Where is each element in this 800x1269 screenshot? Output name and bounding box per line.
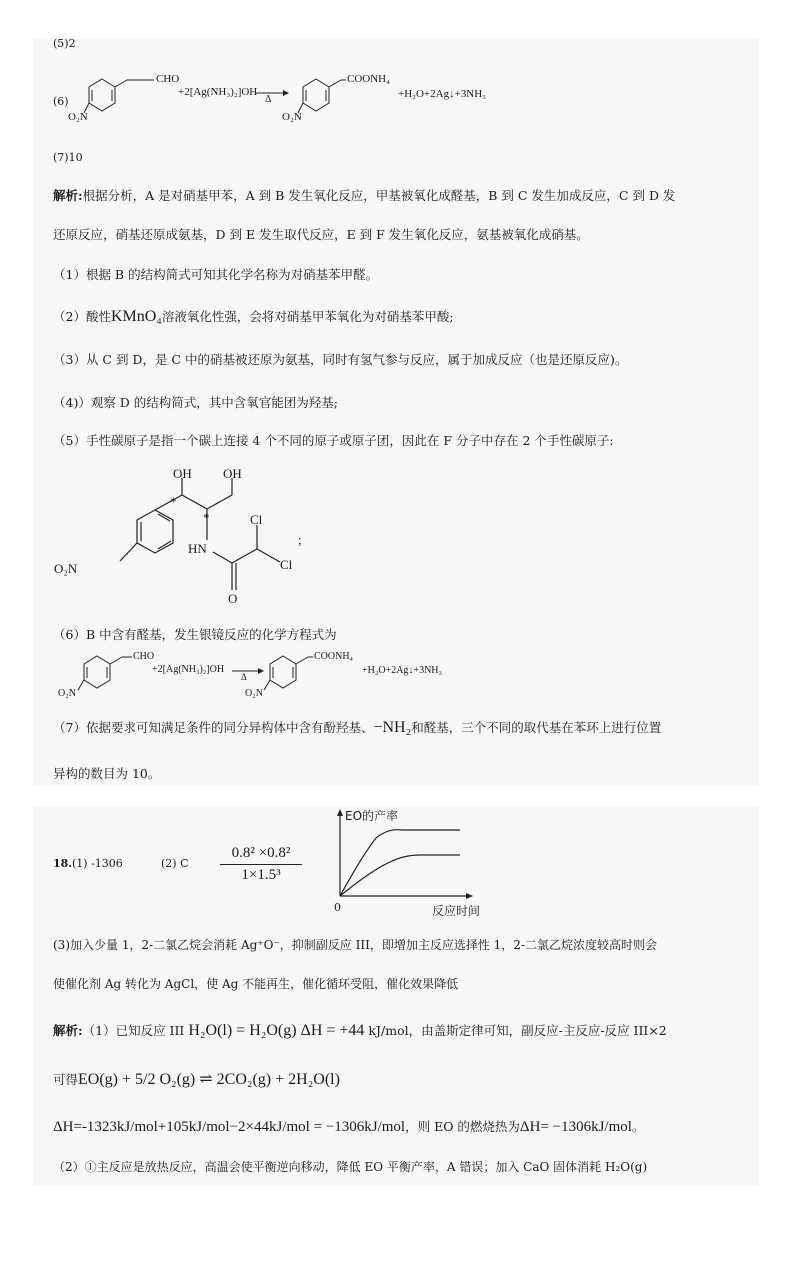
explanation-7-cont: 异构的数目为 10。 xyxy=(53,766,161,781)
answer-1: (1) -1306 xyxy=(72,857,123,870)
equation-products: +H₂O+2Ag↓+3NH₃ xyxy=(398,88,486,100)
enthalpy-calculation: ΔH=-1323kJ/mol+105kJ/mol−2×44kJ/mol = −1306kJ/mol xyxy=(53,1119,406,1135)
analysis-text: 根据分析，A 是对硝基甲苯，A 到 B 发生氧化反应，甲基被氧化成醛基，B 到 C 发生加成反应，C 到 D 发 xyxy=(82,188,676,203)
combustion-equation: EO(g) + 5/2 O₂(g) ⇌ 2CO₂(g) + 2H₂O(l) xyxy=(78,1071,340,1088)
nitro-group: O₂N xyxy=(54,561,78,576)
amide-nh: HN xyxy=(188,541,207,556)
amino-formula: −NH₂ xyxy=(373,719,412,736)
analysis-paragraph-line: 还原反应，硝基还原成氨基，D 到 E 发生取代反应，E 到 F 发生氧化反应，氨基被氧化成硝基。 xyxy=(53,227,589,242)
explanation-5: （5）手性碳原子是指一个碳上连接 4 个不同的原子或原子团，因此在 F 分子中存在 2 个手性碳原子: xyxy=(53,433,614,448)
analysis-label: 解析: xyxy=(53,1023,83,1038)
nitro-group: O₂N xyxy=(68,111,88,123)
aldehyde-group: CHO xyxy=(133,651,155,662)
chiral-marker: * xyxy=(170,494,177,509)
question-number: 18. xyxy=(53,857,73,870)
heat-condition: Δ xyxy=(265,94,272,105)
ammonium-carboxylate-group: COONH₄ xyxy=(314,651,354,662)
graph-x-label: 反应时间 xyxy=(432,904,481,918)
carbonyl-oxygen: O xyxy=(228,591,238,606)
explanation-text: 和醛基，三个不同的取代基在苯环上进行位置 xyxy=(411,720,662,735)
reaction-iii-equation: H₂O(l) = H₂O(g) ΔH = +44 xyxy=(188,1022,365,1039)
analysis-line xyxy=(53,1119,644,1135)
analysis-line xyxy=(53,1023,667,1039)
kmno4-formula: KMnO₄ xyxy=(110,308,162,325)
separator: ; xyxy=(298,532,302,547)
silver-ammonia-reagent: +2[Ag(NH₃)₂]OH xyxy=(152,664,225,675)
analysis-text: ，则 EO 的燃烧热为 xyxy=(405,1119,520,1134)
answer-7: (7)10 xyxy=(53,151,83,164)
analysis-text: 。 xyxy=(631,1119,645,1134)
answer-3-line: (3)加入少量 1，2-二氯乙烷会消耗 Ag⁺O⁻，抑制副反应 III，即增加主反应选择性 1，2-二氯乙烷浓度较高时则会 xyxy=(53,938,657,952)
answer-6-label: (6) xyxy=(53,95,69,108)
explanation-3: （3）从 C 到 D，是 C 中的硝基被还原为氨基，同时有氢气参与反应，属于加成反应（也是还原反应)。 xyxy=(53,352,628,367)
fraction-numerator: 0.8² ×0.8² xyxy=(220,845,302,865)
explanation-text: 溶液氧化性强，会将对硝基甲苯氧化为对硝基苯甲酸; xyxy=(161,309,454,324)
fraction-denominator: 1×1.5³ xyxy=(241,867,281,883)
explanation-text: （2）酸性 xyxy=(53,309,111,324)
answer-5: (5)2 xyxy=(53,37,76,50)
explanation-6: （6）B 中含有醛基，发生银镜反应的化学方程式为 xyxy=(53,627,337,642)
explanation-1: （1）根据 B 的结构简式可知其化学名称为对硝基苯甲醛。 xyxy=(53,267,379,282)
heat-condition: Δ xyxy=(241,672,247,682)
analysis-label: 解析: xyxy=(53,188,83,203)
aldehyde-group: CHO xyxy=(156,73,180,85)
analysis-text: 可得 xyxy=(53,1072,79,1087)
nitro-group: O₂N xyxy=(245,688,263,699)
analysis-text: （1）已知反应 III xyxy=(82,1023,185,1038)
nitro-group: O₂N xyxy=(58,688,76,699)
analysis-line xyxy=(53,1072,340,1088)
hydroxyl-group: OH xyxy=(223,466,242,481)
chiral-marker: * xyxy=(203,510,210,525)
chlorine-atom: Cl xyxy=(250,512,263,527)
curve-with-additive xyxy=(340,830,460,896)
combustion-enthalpy: ΔH= −1306kJ/mol xyxy=(519,1119,632,1135)
curve-without-additive xyxy=(340,855,460,896)
ammonium-carboxylate-group: COONH₄ xyxy=(347,73,390,85)
silver-ammonia-reagent: +2[Ag(NH₃)₂]OH xyxy=(178,86,258,98)
answer-3-line: 使催化剂 Ag 转化为 AgCl，使 Ag 不能再生，催化循环受阻，催化效果降低 xyxy=(53,977,459,991)
nitro-group: O₂N xyxy=(282,111,302,123)
graph-origin: 0 xyxy=(334,901,341,914)
chlorine-atom: Cl xyxy=(280,557,293,572)
analysis-text: kJ/mol，由盖斯定律可知，副反应-主反应-反应 III×2 xyxy=(368,1023,667,1038)
graph-y-label: EO的产率 xyxy=(345,809,399,823)
explanation-4: （4)）观察 D 的结构简式，其中含氧官能团为羟基; xyxy=(53,395,339,410)
explanation-text: （7）依据要求可知满足条件的同分异构体中含有酚羟基、 xyxy=(53,720,374,735)
analysis-line: （2）①主反应是放热反应，高温会使平衡逆向移动，降低 EO 平衡产率，A 错误；加入 CaO 固体消耗 H₂O(g) xyxy=(53,1160,648,1174)
hydroxyl-group: OH xyxy=(173,466,192,481)
answer-2: (2) C xyxy=(161,857,189,870)
equation-products: +H₂O+2Ag↓+3NH₃ xyxy=(362,665,442,676)
